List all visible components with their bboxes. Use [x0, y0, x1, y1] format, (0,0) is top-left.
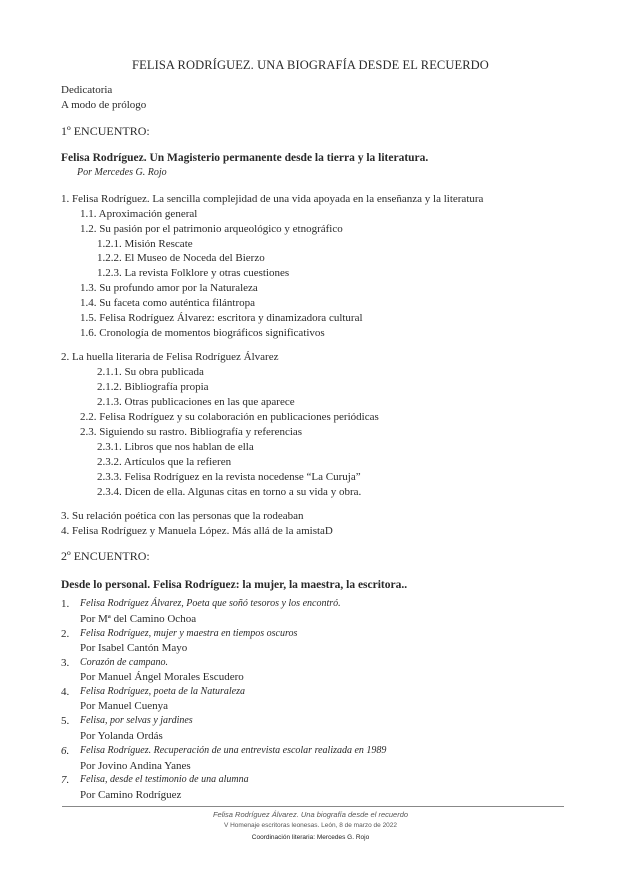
entry-title: Felisa Rodríguez. Recuperación de una entrevista escolar realizada en 1989: [80, 745, 387, 756]
toc-item: 1.5. Felisa Rodríguez Álvarez: escritora y dinamizadora cultural: [80, 312, 363, 324]
section2-heading: 2º ENCUENTRO:: [61, 549, 150, 563]
entry-number: 6.: [61, 745, 70, 757]
toc-item: 2.3.3. Felisa Rodríguez en la revista nocedense “La Curuja”: [97, 471, 361, 483]
page-title: FELISA RODRÍGUEZ. UNA BIOGRAFÍA DESDE EL RECUERDO: [132, 58, 489, 72]
toc-item: 1. Felisa Rodríguez. La sencilla complejidad de una vida apoyada en la enseñanza y la literatura: [61, 193, 484, 205]
toc-item: 1.2.1. Misión Rescate: [97, 238, 193, 250]
entry-title: Felisa Rodríguez, poeta de la Naturaleza: [80, 686, 245, 697]
section2-subheading: Desde lo personal. Felisa Rodríguez: la mujer, la maestra, la escritora..: [61, 579, 408, 591]
entry-title: Felisa, por selvas y jardines: [80, 715, 193, 726]
toc-item: 1.1. Aproximación general: [80, 208, 198, 220]
toc-prologo: A modo de prólogo: [61, 99, 147, 111]
toc-item: 1.3. Su profundo amor por la Naturaleza: [80, 282, 258, 294]
toc-item: 2.3. Siguiendo su rastro. Bibliografía y referencias: [80, 426, 303, 438]
toc-item: 3. Su relación poética con las personas que la rodeaban: [61, 510, 304, 522]
entry-number: 4.: [61, 686, 70, 698]
toc-item: 2.3.2. Artículos que la refieren: [97, 456, 232, 468]
toc-item: 1.2.3. La revista Folklore y otras cuestiones: [97, 267, 290, 279]
entry-number: 2.: [61, 628, 70, 640]
entry-number: 3.: [61, 657, 70, 669]
entry-author: Por Mª del Camino Ochoa: [80, 613, 197, 625]
entry-author: Por Manuel Cuenya: [80, 700, 168, 712]
footer-event: V Homenaje escritoras leonesas. León, 8 de marzo de 2022: [223, 822, 398, 829]
footer-coordination: Coordinación literaria: Mercedes G. Rojo: [251, 834, 370, 841]
toc-item: 1.2.2. El Museo de Noceda del Bierzo: [97, 252, 265, 264]
entry-title: Felisa Rodríguez, mujer y maestra en tiempos oscuros: [80, 628, 298, 639]
toc-item: 1.4. Su faceta como auténtica filántropa: [80, 297, 256, 309]
section1-subheading: Felisa Rodríguez. Un Magisterio permanente desde la tierra y la literatura.: [61, 152, 429, 164]
entry-number: 7.: [61, 774, 70, 786]
toc-item: 4. Felisa Rodríguez y Manuela López. Más allá de la amistaD: [61, 525, 333, 537]
entry-title: Felisa Rodríguez Álvarez, Poeta que soñó tesoros y los encontró.: [80, 598, 341, 609]
entry-author: Por Jovino Andina Yanes: [80, 760, 191, 772]
toc-item: 2.1.1. Su obra publicada: [97, 366, 204, 378]
entry-author: Por Camino Rodríguez: [80, 789, 182, 801]
entry-author: Por Manuel Ángel Morales Escudero: [80, 671, 244, 683]
entry-number: 1.: [61, 598, 70, 610]
toc-item: 2.3.4. Dicen de ella. Algunas citas en torno a su vida y obra.: [97, 486, 362, 498]
entry-number: 5.: [61, 715, 70, 727]
footer-title: Felisa Rodríguez Álvarez. Una biografía desde el recuerdo: [212, 810, 409, 819]
entry-title: Corazón de campano.: [80, 657, 169, 668]
toc-item: 2.2. Felisa Rodríguez y su colaboración en publicaciones periódicas: [80, 411, 379, 423]
toc-item: 1.6. Cronología de momentos biográficos significativos: [80, 327, 325, 339]
entry-author: Por Yolanda Ordás: [80, 730, 163, 742]
toc-item: 2. La huella literaria de Felisa Rodríguez Álvarez: [61, 351, 279, 363]
section1-author: Por Mercedes G. Rojo: [77, 167, 167, 178]
entry-title: Felisa, desde el testimonio de una alumna: [80, 774, 249, 785]
toc-item: 2.3.1. Libros que nos hablan de ella: [97, 441, 254, 453]
toc-item: 2.1.3. Otras publicaciones en las que aparece: [97, 396, 295, 408]
entry-author: Por Isabel Cantón Mayo: [80, 642, 188, 654]
toc-item: 2.1.2. Bibliografía propia: [97, 381, 209, 393]
toc-dedicatoria: Dedicatoria: [61, 84, 113, 96]
footer-divider: [62, 806, 564, 807]
toc-item: 1.2. Su pasión por el patrimonio arqueológico y etnográfico: [80, 223, 343, 235]
section1-heading: 1º ENCUENTRO:: [61, 124, 150, 138]
